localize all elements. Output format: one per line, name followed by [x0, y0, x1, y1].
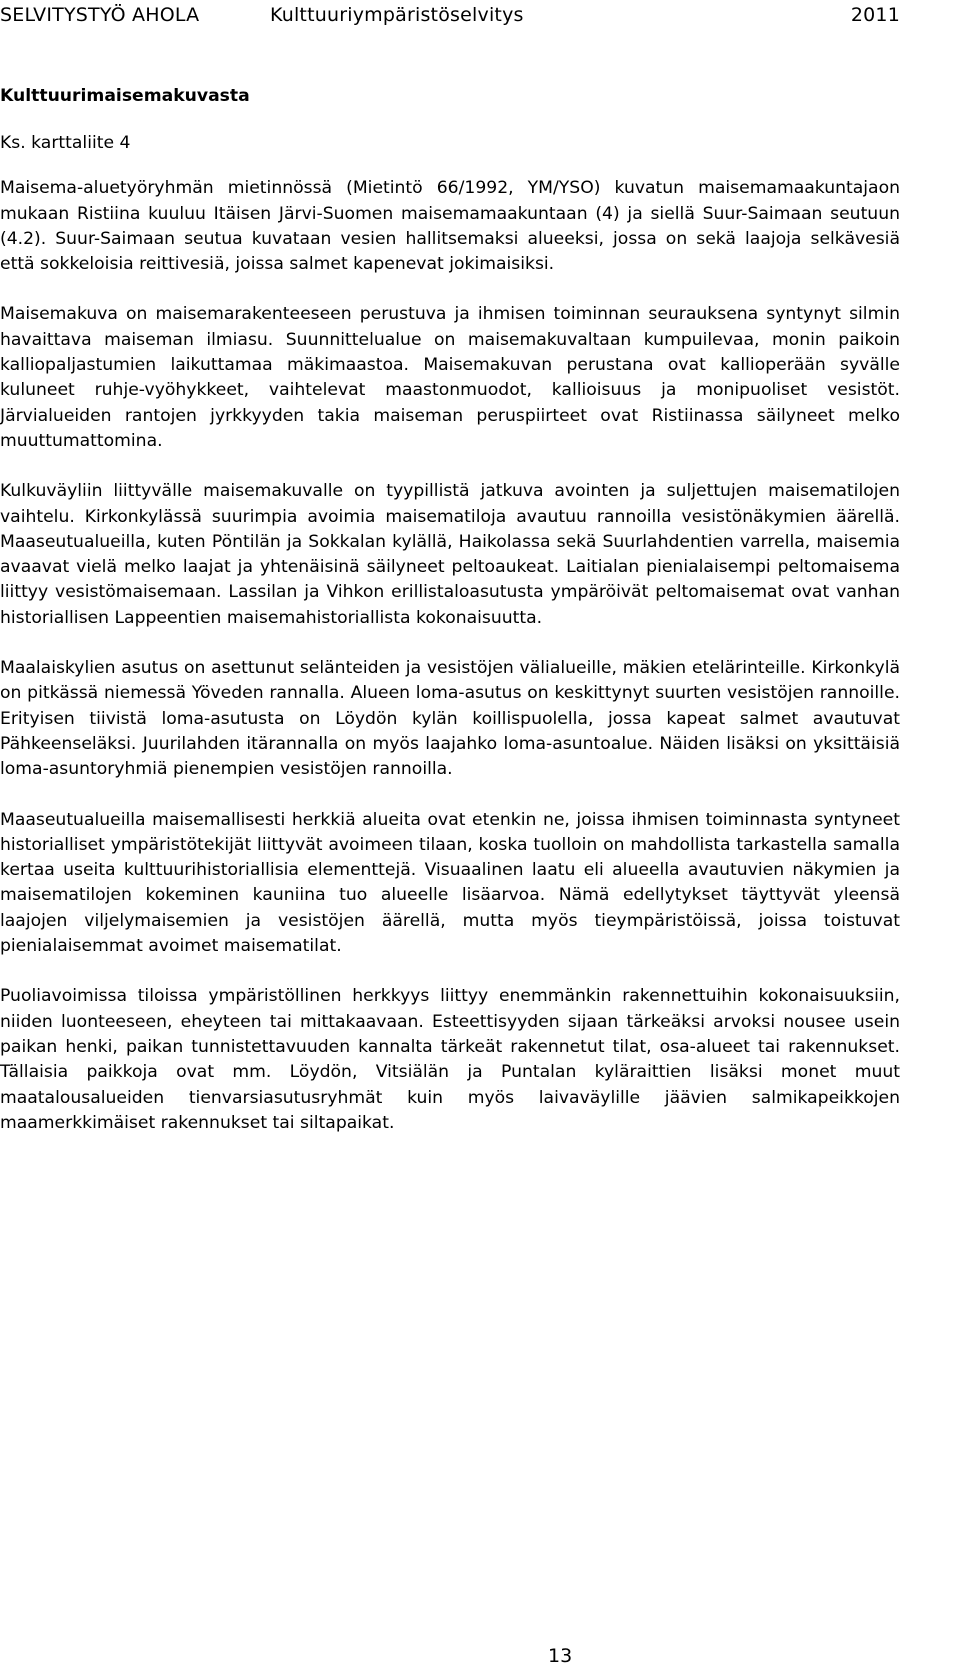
- header-year: 2011: [850, 4, 900, 26]
- paragraph-landscape-image: Maisemakuva on maisemarakenteeseen perustuva ja ihmisen toiminnan seurauksena syntynyt silmin havaittava maiseman ilmiasu. Suunnittelualue on maisemakuvaltaan kumpuilevaa, monin paikoin kalliopaljastumien laikuttamaa mäkimaastoa. Maisemakuvan perustana ovat kallioperään syvälle kuluneet ruhje-vyöhykkeet, vaihtelevat maastonmuodot, kallioisuus ja monipuoliset vesistöt. Järvialueiden rantojen jyrkkyyden takia maiseman peruspiirteet ovat Ristiinassa säilyneet melko muuttumattomina.: [0, 304, 900, 451]
- header-document-title: Kulttuuriympäristöselvitys: [270, 4, 524, 26]
- header-organization: SELVITYSTYÖ AHOLA: [0, 4, 200, 26]
- page-header: [0, 4, 900, 34]
- paragraph-sensitive-areas: Maaseutualueilla maisemallisesti herkkiä alueita ovat etenkin ne, joissa ihmisen toiminnasta syntyneet historialliset ympäristötekijät liittyvät avoimeen tilaan, koska tuolloin on mahdollista tarkastella samalla kertaa useita kulttuurihistoriallisia elementtejä. Visuaalinen laatu eli alueella avautuvien näkymien ja maisematilojen kokeminen kauniina tuo alueelle lisäarvoa. Nämä edellytykset täyttyvät yleensä laajojen viljelymaisemien ja vesistöjen äärellä, mutta myös tieympäristöissä, joissa toistuvat pienialaisemmat avoimet maisematilat.: [0, 809, 900, 957]
- page-content: [0, 84, 900, 1161]
- paragraph-settlement: Maalaiskylien asutus on asettunut selänteiden ja vesistöjen välialueille, mäkien etelärinteille. Kirkonkylä on pitkässä niemessä Yöveden rannalla. Alueen loma-asutus on keskittynyt suurten vesistöjen rannoille. Erityisen tiivistä loma-asutusta on Löydön kylän koillispuolella, jossa kapeat salmet avautuvat Pähkeenseläksi. Juurilahden itärannalla on myös laajahko loma-asuntoalue. Näiden lisäksi on yksittäisiä loma-asuntoryhmiä pienempien vesistöjen rannoilla.: [0, 658, 900, 780]
- section-heading: Kulttuurimaisemakuvasta: [0, 86, 250, 106]
- map-reference: Ks. karttaliite 4: [0, 133, 131, 153]
- paragraph-landscape-region: Maisema-aluetyöryhmän mietinnössä (Mietintö 66/1992, YM/YSO) kuvatun maisemamaakuntajaon mukaan Ristiina kuuluu Itäisen Järvi-Suomen maisemamaakuntaan (4) ja siellä Suur-Saimaan seutuun (4.2). Suur-Saimaan seutua kuvataan vesien hallitsemaksi alueeksi, jossa on sekä laajoja selkävesiä että sokkeloisia reittivesiä, joissa salmet kapenevat jokimaisiksi.: [0, 178, 900, 275]
- paragraph-semi-open-spaces: Puoliavoimissa tiloissa ympäristöllinen herkkyys liittyy enemmänkin rakennettuihin kokonaisuuksiin, niiden luonteeseen, eheyteen tai mittakaavaan. Esteettisyyden sijaan tärkeäksi arvoksi nousee usein paikan henki, paikan tunnistettavuuden kannalta tärkeät rakennetut tilat, osa-alueet tai rakennukset. Tällaisia paikkoja ovat mm. Löydön, Vitsiälän ja Puntalan kyläraittien lisäksi monet muut maatalousalueiden tienvarsiasutusryhmät kuin myös laivaväylille jäävien salmikapeikkojen maamerkkimäiset rakennukset tai siltapaikat.: [0, 986, 900, 1133]
- page-number: 13: [548, 1645, 573, 1667]
- paragraph-route-landscape: Kulkuväyliin liittyvälle maisemakuvalle on tyypillistä jatkuva avointen ja suljettujen maisematilojen vaihtelu. Kirkonkylässä suurimpia avoimia maisematiloja avautuu rannoilla vesistönäkymien äärellä. Maaseutualueilla, kuten Pöntilän ja Sokkalan kylällä, Haikolassa sekä Suurlahdentien varrella, maisemia avaavat vielä melko laajat ja yhtenäisinä säilyneet peltoaukeat. Laitialan pienialaisempi peltomaisema liittyy vesistömaisemaan. Lassilan ja Vihkon erillistaloasutusta ympäröivät peltomaisemat ovat vanhan historiallisen Lappeentien maisemahistoriallista kokonaisuutta.: [0, 481, 900, 628]
